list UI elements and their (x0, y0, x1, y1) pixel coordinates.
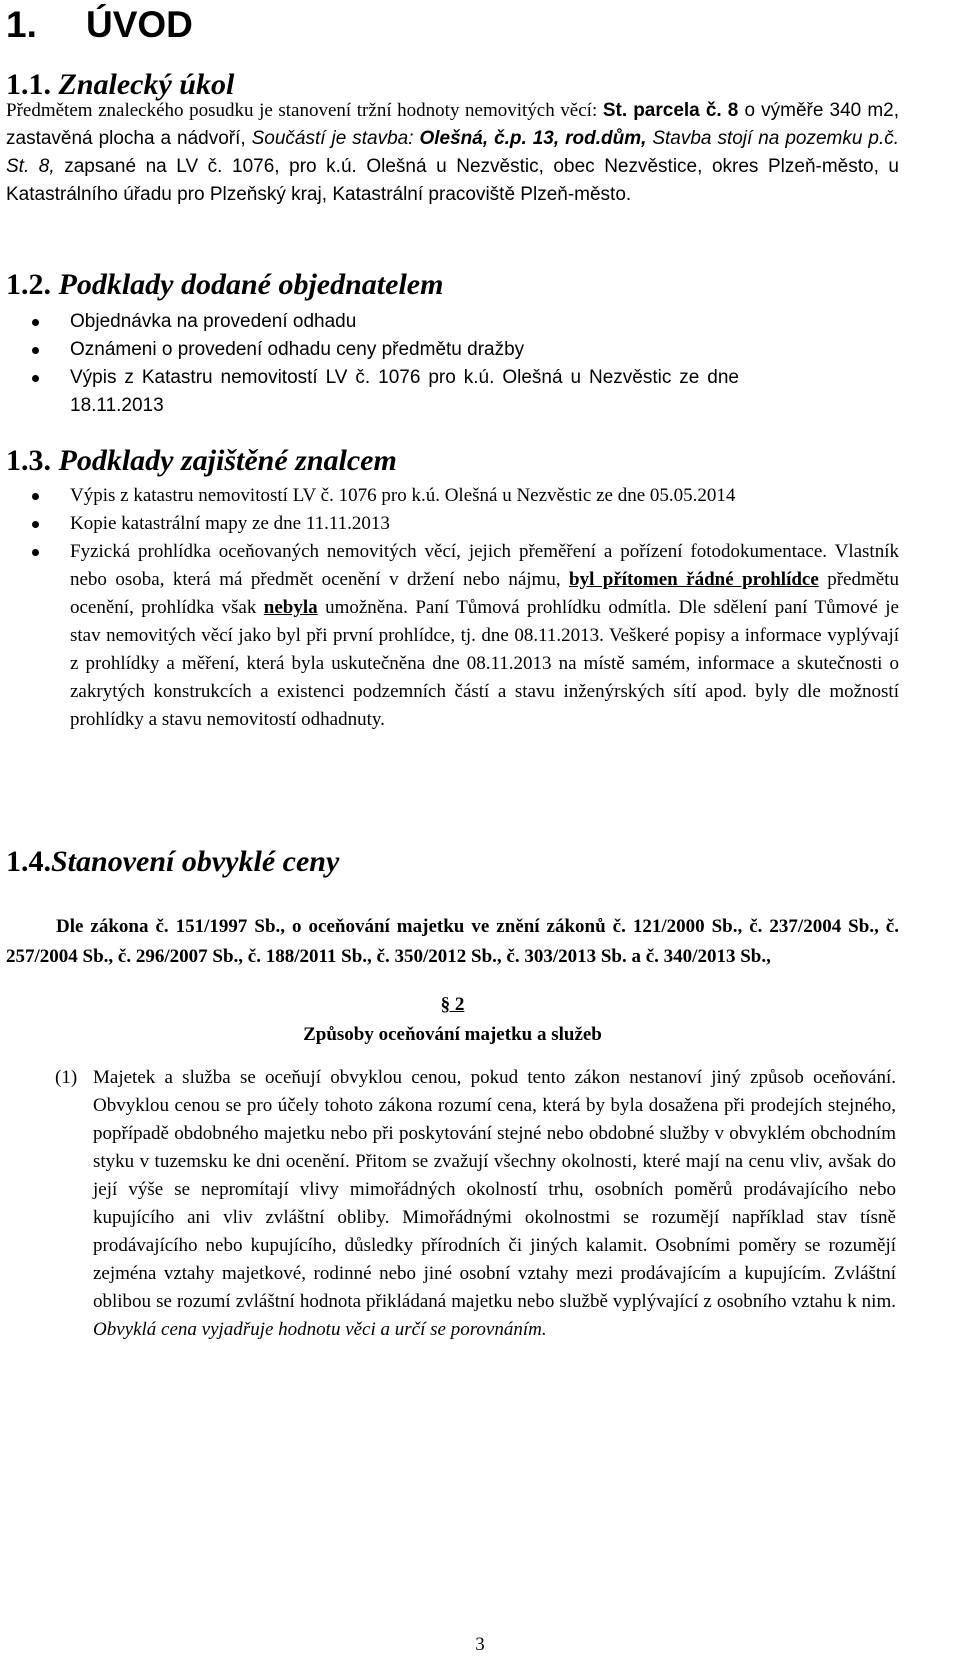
paragraph-sign (6, 994, 899, 1016)
text-run: Předmětem znaleckého posudku je stanovení tržní hodnoty nemovitých věcí: (6, 100, 603, 121)
heading-uvod (6, 4, 193, 46)
text-run: předmětu ocenění, prohlídka však (70, 569, 899, 618)
list-item: Kopie katastrální mapy ze dne 11.11.2013 (0, 510, 899, 538)
text-run-underlined: byl přítomen řádné prohlídce (569, 569, 819, 590)
section-title: Znalecký úkol (58, 68, 235, 101)
text-run: Majetek a služba se oceňují obvyklou cenou, pokud tento zákon nestanoví jiný způsob oceňování. Obvyklou cenou se pro účely tohoto zákona rozumí cena, která by byla dosažena při prodejích stejného, popřípadě obdobného majetku nebo při poskytování stejné nebo obdobné služby v obvyklém obchodním styku v tuzemsku ke dni ocenění. Přitom se zvažují všechny okolnosti, které mají na cenu vliv, avšak do její výše se nepromítají vlivy mimořádných okolností trhu, osobních poměrů prodávajícího nebo kupujícího ani vliv zvláštní obliby. Mimořádnými okolnostmi se rozumějí například stav tísně prodávajícího nebo kupujícího, důsledky přírodních či jiných kalamit. Osobními poměry se rozumějí zejména vztahy majetkové, rodinné nebo jiné osobní vztahy mezi prodávajícím a kupujícím. Zvláštní oblibou se rozumí zvláštní hodnota přikládaná majetku nebo službě vyplývající z osobního vztahu k nim. (93, 1067, 896, 1312)
list-item: Výpis z Katastru nemovitostí LV č. 1076 pro k.ú. Olešná u Nezvěstic ze dne 18.11.2013 (0, 364, 899, 420)
section-1-3-heading (6, 444, 397, 478)
text-run-bold-italic: Olešná, č.p. 13, rod.dům, (419, 128, 647, 149)
list-item: Objednávka na provedení odhadu (0, 308, 899, 336)
item-label: (1) (55, 1067, 78, 1088)
text-run-underlined: nebyla (263, 597, 318, 618)
list-item: Oznámeni o provedení odhadu ceny předmětu dražby (0, 336, 899, 364)
section-number: 1.3. (6, 444, 51, 477)
text-run: Fyzická prohlídka oceňovaných nemovitých věcí, jejich přeměření a pořízení fotodokumentace. Vlastník nebo osoba, která má předmět ocenění v držení nebo nájmu, (70, 541, 899, 590)
paragraph-title: Způsoby oceňování majetku a služeb (303, 1024, 602, 1045)
text-run-italic: Obvyklá cena vyjadřuje hodnotu věci a určí se porovnáním. (93, 1319, 547, 1340)
section-number: 1.1. (6, 68, 51, 101)
heading-number: 1. (6, 4, 37, 45)
text-run-italic: Stavba stojí na pozemku p.č. St. 8, (6, 128, 899, 177)
page-number: 3 (475, 1634, 485, 1655)
section-1-1-text (6, 97, 899, 209)
section-number: 1.2. (6, 268, 51, 301)
list-item (0, 538, 899, 734)
section-1-4-heading (6, 845, 339, 879)
item-text (93, 1064, 896, 1344)
text-run: o výměře 340 m2, zastavěná plocha a nádvoří, (6, 100, 900, 149)
list-expert-documents (0, 482, 899, 734)
list-item: Výpis z katastru nemovitostí LV č. 1076 pro k.ú. Olešná u Nezvěstic ze dne 05.05.2014 (0, 482, 899, 510)
section-title: Podklady dodané objednatelem (58, 268, 444, 301)
text-run: zapsané na LV č. 1076, pro k.ú. Olešná u Nezvěstic, obec Nezvěstice, okres Plzeň-město, u Katastrálního úřadu pro Plzeňský kraj, Katastrální pracoviště Plzeň-město. (6, 156, 899, 205)
paragraph-sign-text: § 2 (440, 994, 465, 1015)
section-title: Podklady zajištěné znalcem (58, 444, 397, 477)
list-provided-documents (0, 308, 899, 420)
heading-title: ÚVOD (86, 4, 193, 45)
text-run-bold: St. parcela č. 8 (602, 100, 739, 121)
text-run-italic: Součástí je stavba: (251, 128, 420, 149)
section-number: 1.4. (6, 845, 51, 878)
section-1-2-heading (6, 268, 443, 302)
law-reference: Dle zákona č. 151/1997 Sb., o oceňování majetku ve znění zákonů č. 121/2000 Sb., č. 237/2004 Sb., č. 257/2004 Sb., č. 296/2007 Sb., č. 188/2011 Sb., č. 350/2012 Sb., č. 303/2013 Sb. a č. 340/2013 Sb., (6, 916, 899, 967)
section-title: Stanovení obvyklé ceny (51, 845, 340, 878)
text-run: umožněna. Paní Tůmová prohlídku odmítla. Dle sdělení paní Tůmové je stav nemovitých věcí jako byl při první prohlídce, tj. dne 08.11.2013. Veškeré popisy a informace vyplývají z prohlídky a měření, která byla uskutečněna dne 08.11.2013 na místě samém, informace a skutečnosti o zakrytých konstrukcích a existenci podzemních částí a stavu inženýrských sítí apod. byly dle možností prohlídky a stavu nemovitostí odhadnuty. (70, 597, 899, 730)
